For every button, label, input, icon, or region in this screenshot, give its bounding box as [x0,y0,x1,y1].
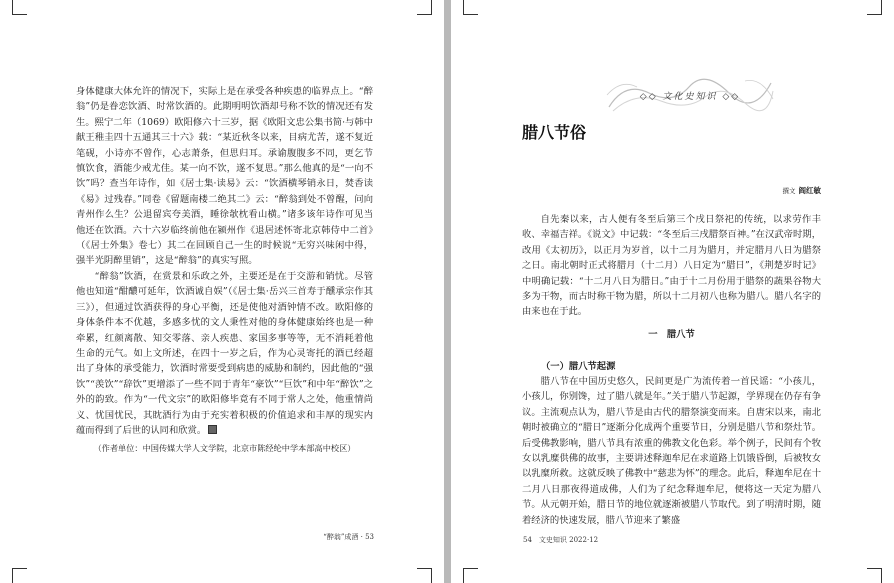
section-heading: 一 腊八节 [648,329,695,340]
column-banner [605,77,775,113]
crop-mark [417,0,432,15]
byline-label: 撰文 [782,187,796,195]
author-affiliation: （作者单位：中国传媒大学人文学院，北京市陈经纶中学本部高中校区） [93,443,356,453]
paragraph: 自先秦以来，古人便有冬至后第三个戌日祭祀的传统，以求劳作丰收、幸福吉祥。《说文》中记载：“冬至后三戌腊祭百神。”在汉武帝时期，改用《太初历》，以正月为岁首，以十二月为腊月，并定腊月八日为腊祭之日。南北朝时正式将腊月（十二月）八日定为“腊日”，《荆楚岁时记》中明确记载：“十二月八日为腊日。”由于十二月份用于腊祭的蔬果谷物大多为干物，而古时称干物为腊，所以十二月初八也称为腊八。腊八名字的由来也在于此。 [522,214,821,318]
left-page [0,0,444,583]
crop-mark [417,568,432,583]
crop-mark [867,568,882,583]
paragraph [76,269,373,438]
paragraph-text: “醉翁”饮酒，在赏景和乐政之外，主要还是在于交游和销忧。尽管他也知道“酣醲可延年，饮酒诚自娱”（《居士集·岳兴三首寿于醺承宗作其三》），但通过饮酒获得的身心平衡，还是使他对酒钟情不改。欧阳修的身体条件本不优越，多感多忧的文人秉性对他的身体健康始终也是一种牵累，红颜离散、知交零落、亲人疾患、家国多事等等，无不消耗着他生命的元气。如上文所述，在四十一岁之后，作为心灵寄托的酒已经超出了身体的承受能力，饮酒时常要受到病患的威胁和制约，因此他的“强饮”“羡饮”“辞饮”更增添了一些不同于青年“豪饮”“巨饮”和中年“醉饮”之外的韵致。作为“一代文宗”的欧阳修毕竟有不同于常人之处，他重情尚义、忧国忧民，其眈酒行为由于充实着积极的价值追求和丰厚的现实内蕴而得到了后世的认同和欣赏。 [76,270,373,436]
crop-mark [463,0,478,15]
page-footer: “醉翁”成酒 · 53 [323,533,374,541]
paragraph: 腊八节在中国历史悠久，民间更是广为流传着一首民谣：“小孩儿，小孩儿，你别馋，过了腊八就是年。”关于腊八节起源，学界现在仍存有争议。主流观点认为，腊八节是由古代的腊祭演变而来。自唐宋以来，南北朝时被确立的“腊日”逐渐分化成两个重要节日，分别是腊八节和祭灶节。后受佛教影响，腊八节具有浓重的佛教文化色彩。举个例子，民间有个牧女以乳糜供佛的故事，主要讲述释迦牟尼在求道路上饥饿昏倒，后被牧女以乳糜所救。这就反映了佛教中“慈悲为怀”的理念。此后，释迦牟尼在十二月八日那夜得道成佛，人们为了纪念释迦牟尼，便将这一天定为腊八节。从元朝开始，腊日节的地位就逐渐被腊八节取代。到了明清时期，随着经济的快速发展，腊八节迎来了繁盛 [522,376,821,526]
crop-mark [463,568,478,583]
right-page [451,0,894,583]
article-title: 腊八节俗 [522,123,587,142]
crop-mark [12,0,27,15]
column-title: ◇◇ 文化史知识 ◇◇ [639,92,741,102]
author-name: 阎红敏 [798,186,821,195]
section-body-text [522,374,821,528]
intro-text [522,212,821,320]
subsection-heading: （一）腊八节起源 [541,361,616,372]
crop-mark [12,568,27,583]
paragraph: 身体健康大体允许的情况下，实际上是在承受各种疾患的临界点上。“醉翁”仍是眷恋饮酒、时常饮酒的。此期明明饮酒却号称不饮的情况还有发生。熙宁二年（1069）欧阳修六十三岁，据《欧阳文忠公集书简·与韩中献王稚圭四十五通其三十六》载：“某近秋冬以来，目病尤苦，遂不复近笔砚，小诗亦不曾作，心志萧条，但思归耳。承谕腹腹多不同，更乞节慎饮食，酒能少戒尤佳。某一向不饮，遂不复思。”那么他真的是“一向不饮”吗？查当年诗作，如《居士集·读易》云：“饮酒横琴销永日，焚香读《易》过残春。”同卷《留题南楼二绝其二》云：“醉翁到处不曾醒，问向青州作么生？公退留宾夸美酒，睡徐欹枕看山横。”诸多该年诗作可见当他还在饮酒。六十六岁临终前他在颍州作《退居述怀寄北京韩侍中二首》（《居士外集》卷七）其二在回顾自己一生的时候说“无穷兴味闲中得，强半光阴醉里销”，这是“醉翁”的真实写照。 [76,86,373,267]
left-body-text [76,84,373,438]
byline [783,185,822,196]
crop-mark [867,0,882,15]
page-footer: 54 文史知识 2022·12 [523,536,599,544]
end-mark-icon [208,425,217,434]
